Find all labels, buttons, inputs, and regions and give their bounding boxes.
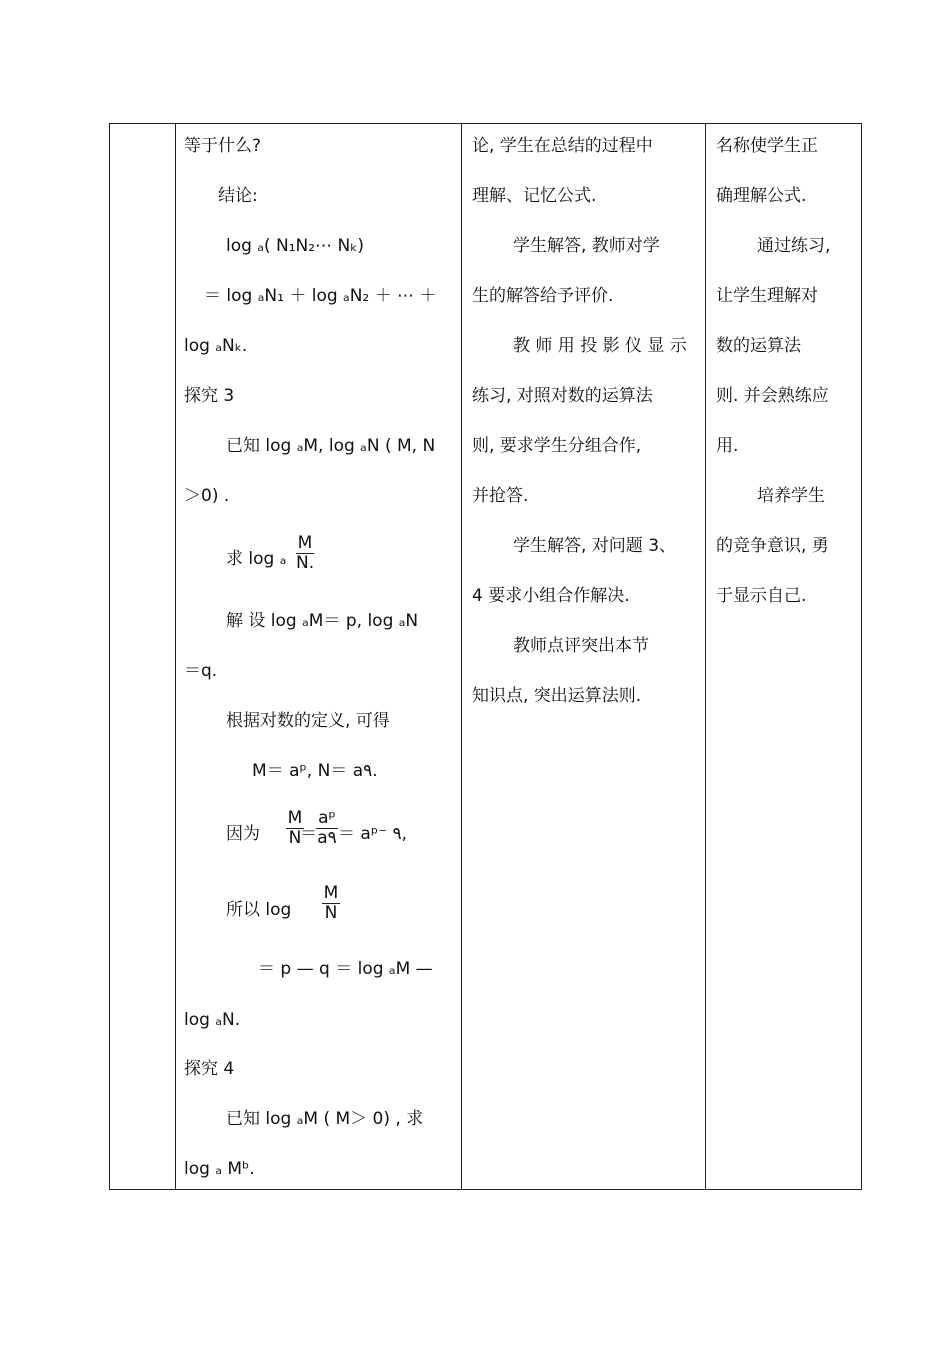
text-line: 培养学生 [757, 486, 825, 506]
formula-line: log ₐ Mᵇ. [184, 1159, 255, 1179]
text-line: 已知 log ₐM ( M＞ 0) , 求 [226, 1109, 424, 1129]
section-heading: 探究 4 [184, 1059, 235, 1079]
text-line: 的竞争意识, 勇 [716, 536, 829, 556]
text-line: 已知 log ₐM, log ₐN ( M, N [226, 436, 436, 456]
formula-line: log ₐNₖ. [184, 336, 248, 356]
fraction-denominator: N [288, 828, 302, 848]
text-line: 所以 log [226, 900, 292, 920]
text-line: 则, 要求学生分组合作, [472, 436, 642, 456]
text-line: 用. [716, 436, 739, 456]
text-line: 名称使学生正 [716, 136, 818, 156]
text-line: 结论: [218, 186, 258, 206]
formula-line: log ₐ( N₁N₂⋯ Nₖ) [226, 236, 365, 256]
text-line: 则. 并会熟练应 [716, 386, 829, 406]
text-line: 并抢答. [472, 486, 529, 506]
text-line: 确理解公式. [716, 186, 807, 206]
column-3-content [462, 124, 705, 1189]
text-line: 于显示自己. [716, 586, 807, 606]
text-line: 知识点, 突出运算法则. [472, 686, 642, 706]
text-line: 数的运算法 [716, 336, 801, 356]
column-4-content [706, 124, 862, 1189]
text-line: 解 设 log ₐM＝ p, log ₐN [226, 611, 419, 631]
text-line: 学生解答, 教师对学 [513, 236, 660, 256]
text-line: 生的解答给予评价. [472, 286, 614, 306]
formula-line: M＝ aᵖ, N＝ a۹. [252, 761, 378, 781]
text-line: 教师点评突出本节 [513, 636, 649, 656]
text-line: 等于什么? [184, 136, 262, 156]
equals-sign: ＝ [300, 824, 317, 844]
text-line: 因为 [226, 824, 260, 844]
fraction-numerator: M [287, 808, 303, 828]
column-1-empty [110, 124, 175, 1189]
fraction [316, 809, 338, 847]
text-line: 论, 学生在总结的过程中 [472, 136, 653, 156]
formula-line: log ₐN. [184, 1010, 241, 1030]
text-line: 学生解答, 对问题 3、 [513, 536, 677, 556]
text-line: 根据对数的定义, 可得 [226, 711, 390, 731]
formula-line: ＝ p — q ＝ log ₐM — [258, 959, 433, 979]
fraction-denominator: N [324, 903, 338, 923]
text-line: 通过练习, [757, 236, 831, 256]
fraction-numerator: aᵖ [318, 808, 336, 828]
text-line: ＝q. [184, 661, 218, 681]
fraction-denominator: a۹ [317, 828, 337, 848]
text-line: 4 要求小组合作解决. [472, 586, 630, 606]
text-line: 练习, 对照对数的运算法 [472, 386, 653, 406]
text-line: 教 师 用 投 影 仪 显 示 [513, 336, 687, 356]
text-line: 理解、记忆公式. [472, 186, 597, 206]
fraction-denominator: N. [296, 553, 315, 573]
fraction-numerator: M [297, 533, 313, 553]
section-heading: 探究 3 [184, 386, 235, 406]
text-line: ＞0) . [184, 486, 230, 506]
column-2-content [176, 124, 461, 1189]
formula-line: ＝ aᵖ⁻ ۹, [338, 824, 408, 844]
fraction [322, 884, 340, 922]
fraction-numerator: M [323, 883, 339, 903]
lesson-table [109, 123, 862, 1190]
text-line: 求 log ₐ [226, 549, 287, 569]
fraction [296, 534, 314, 572]
formula-line: ＝ log ₐN₁ ＋ log ₐN₂ ＋ ⋯ ＋ [204, 286, 437, 306]
text-line: 让学生理解对 [716, 286, 818, 306]
